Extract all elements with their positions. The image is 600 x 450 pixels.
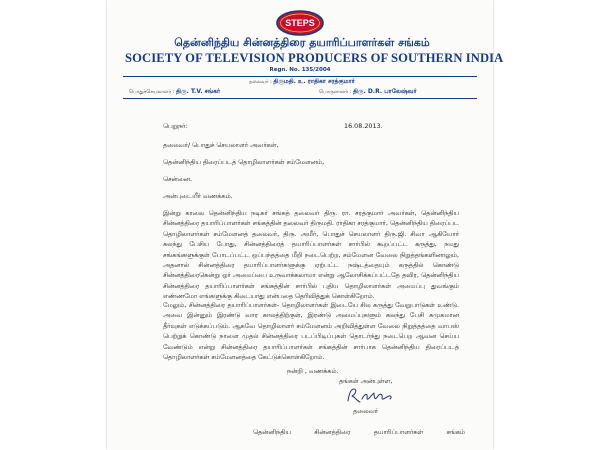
salutation: அன்புடையீர் வணக்கம். [163,192,233,200]
header-rule-bottom [123,98,477,99]
org-name-tamil: தென்னிந்திய சின்னத்திரை தயாரிப்பாளர்கள் சங்கம் [174,36,430,49]
treasurer-line [319,88,417,96]
addressee-line-1: தலைவர்/ பொதுச் செயலாளர் அவர்கள், [163,141,279,149]
letter-date: 16.08.2013. [344,122,383,130]
closing-yours: தங்கள் அன்புள்ள, [339,377,393,385]
registration-number: Regn. No. 135/2004 [269,67,331,73]
footer-org-name: தென்னிந்திய சின்னத்திரை தயாரிப்பாளர்கள் சங்கம் [253,428,465,436]
header-rule-top [123,76,477,77]
secretary-role: பொதுச்செயலாளர் : [129,89,175,95]
treasurer-role: பொருளாளர் : [319,89,352,95]
treasurer-name: திரு. D.R. பாலேஷ்வர் [352,88,417,95]
org-name-english: SOCIETY OF TELEVISION PRODUCERS OF SOUTHERN INDIA [125,51,504,65]
recipient-label: பெறுநர்: [163,122,188,130]
letter-paragraph-2: மேலும், சின்னத்திரை தயாரிப்பாளர்கள்- தொழிலாளர்கள் இடையே சில கருத்து வேறுபாடுகள் உண்டு. அவை இன்னும் இரண்டு வார காலத்திற்குள், இரண்டு அமைப்புகளும் கலந்து பேசி சுமுகமான தீர்வுகள் எடுக்கப்படும். ஆகவே தொழிலாளர் சம்மேளனம் அறிவித்துள்ள வேலை நிறுத்தத்தை வாபஸ் பெற்றுக் கொண்டு நாளை முதல் சின்னத்திரை படப்பிடிப்புகள் தொடர்ந்து நடைபெற ஆவன செய்ய வேண்டும் என்று சின்னத்திரை தயாரிப்பாளர்கள் சங்கத்தின் சார்பாக தென்னிந்திய திரைப்படத் தொழிலாளர்கள் சம்மேளனத்தை கேட்டுக்கொள்கிறோம். [163,301,459,362]
secretary-line [129,88,220,96]
president-name: திருமதி. உ. ராதிகா சரத்குமார் [273,78,355,85]
steps-logo-text: STEPS [285,18,315,29]
steps-logo [276,10,324,36]
signer-role: தலைவர் [353,407,378,415]
letter-paragraph-1: இன்று காலை தென்னிந்திய நடிகர் சங்கத் தலைவர் திரு. ரா. சரத்குமார் அவர்கள், தென்னிந்திய சின்னத்திரை தயாரிப்பாளர்கள் சங்கத்தின் தலைவர் திருமதி. ராதிகா சரத்குமார், தென்னிந்திய திரைப்பட தொழிலாளர்கள் சம்மேளனத் தலைவர், திரு. அமீர், பொதுச் செயலாளர் திரு.ஜி. சிவா ஆகியோர் கலந்து பேசிய போது, சின்னத்திரைத் தயாரிப்பாளர்கள் சார்பில் கூறப்பட்ட கருத்து, நமது சங்கங்களுக்குள் போடப்பட்ட ஒப்பந்தத்தை மீறி நடைபெற்ற, சம்மேளன வேலை நிறுத்தங்களினாலும், அதனால் சின்னத்திரை தயாரிப்பாளர்களுக்கு ஏற்பட்ட நஷ்டத்தையும் கருத்தில் கொண்டு சின்னத்திரைகென்று ஓர் அமைப்பை உருவாக்கலாமா என்று ஆலோசிக்கப்பட்டதே தவிர, தென்னிந்திய சின்னத்திரை தயாரிப்பாளர்கள் சங்கத்தின் சார்பில் புதிய தொழிலாளர்கள் அமைப்பு துவங்கும் எண்ணமோ எங்களுக்கு கிடையாது என்பதை தெரிவித்துக் கொள்கிறோம். [163,209,459,301]
addressee-city: சென்னை. [163,175,192,183]
letter-page [107,0,504,450]
president-role: தலைவர் : [249,79,272,85]
addressee-line-2: தென்னிந்திய திரைப்படத் தொழிலாளர்கள் சம்மேளனம், [163,158,325,166]
closing-thanks: நன்றி , வணக்கம். [287,367,339,375]
secretary-name: திரு. T.V. சங்கர் [176,88,221,95]
president-line [249,78,355,86]
signature [345,386,397,406]
